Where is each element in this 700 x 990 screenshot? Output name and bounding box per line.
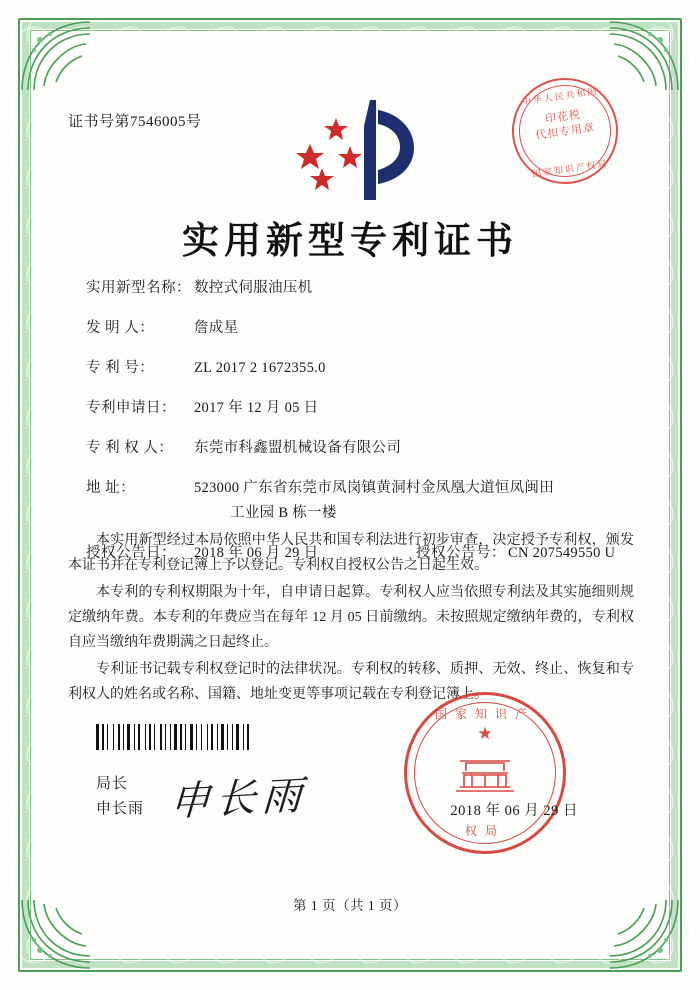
handwritten-signature: 申长雨 xyxy=(168,772,309,826)
field-row-application-date xyxy=(86,398,634,418)
barcode-bar xyxy=(245,724,246,750)
signature-block xyxy=(96,772,144,822)
grant-date-label: 授权公告日： xyxy=(86,545,176,561)
barcode-bar xyxy=(131,724,133,750)
barcode-bar xyxy=(225,724,226,750)
barcode-bar xyxy=(127,724,130,750)
barcode-bar xyxy=(160,724,162,750)
seal-center-line-2: 代扣专用章 xyxy=(534,121,596,143)
paragraph-1: 本实用新型经过本局依照中华人民共和国专利法进行初步审查，决定授予专利权，颁发本证书并在专利登记簿上予以登记。专利权自授权公告之日起生效。 xyxy=(68,533,634,573)
barcode-bar xyxy=(145,724,146,750)
barcode-bar xyxy=(118,724,120,750)
barcode-bar xyxy=(147,724,148,750)
barcode-bar xyxy=(102,724,104,750)
barcode xyxy=(96,724,286,750)
barcode-bar xyxy=(167,724,169,750)
barcode-bar xyxy=(219,724,220,750)
barcode-bar xyxy=(227,724,228,750)
field-label-text: 发 明 人 xyxy=(86,320,140,336)
grant-number-label-text: 授权公告号 xyxy=(416,545,491,561)
field-label-text: 实用新型名称 xyxy=(86,280,176,296)
barcode-bar xyxy=(247,724,249,750)
field-value: 东莞市科鑫盟机械设备有限公司 xyxy=(194,440,402,456)
seal-main-text-bottom: 权局 xyxy=(464,824,505,838)
field-value: 数控式伺服油压机 xyxy=(194,280,313,296)
address-line-1: 523000 广东省东莞市凤岗镇黄洞村金凤凰大道恒凤闽田 xyxy=(194,480,555,496)
field-row-utility-model-name xyxy=(86,278,634,298)
barcode-bar xyxy=(201,724,202,750)
barcode-bar xyxy=(96,724,99,750)
barcode-bar xyxy=(134,724,135,750)
field-label: 专利申请日： xyxy=(86,400,176,416)
barcode-bar xyxy=(141,724,144,750)
field-label-text: 专利申请日 xyxy=(86,400,161,416)
barcode-bar xyxy=(250,724,251,750)
barcode-bar xyxy=(232,724,233,750)
barcode-bar xyxy=(156,724,159,750)
barcode-bar xyxy=(115,724,117,750)
field-value: 詹成星 xyxy=(194,320,239,336)
field-label-text: 地 址 xyxy=(86,480,121,496)
field-row-patentee xyxy=(86,438,634,458)
tiananmen-icon xyxy=(452,751,518,795)
seal-center-line-1: 印花税 xyxy=(544,108,582,126)
barcode-bar xyxy=(107,724,108,750)
field-label: 专 利 权 人： xyxy=(86,440,174,456)
barcode-bar xyxy=(125,724,126,750)
barcode-bar xyxy=(217,724,218,750)
grant-date-label-text: 授权公告日 xyxy=(86,545,161,561)
barcode-bar xyxy=(163,724,164,750)
barcode-bar xyxy=(172,724,173,750)
barcode-bar xyxy=(180,724,182,750)
barcode-bar xyxy=(138,724,140,750)
barcode-bar xyxy=(194,724,195,750)
national-office-seal xyxy=(404,692,566,854)
barcode-bar xyxy=(100,724,101,750)
grant-number-label: 授权公告号： xyxy=(416,545,506,561)
barcode-bar xyxy=(198,724,200,750)
grant-date-value: 2018 年 06 月 29 日 xyxy=(194,545,319,561)
barcode-bar xyxy=(170,724,171,750)
barcode-bar xyxy=(174,724,177,750)
field-label: 实用新型名称： xyxy=(86,280,191,296)
barcode-bar xyxy=(209,724,210,750)
barcode-bar xyxy=(214,724,216,750)
barcode-bar xyxy=(136,724,137,750)
seal-date: 2018 年 06 月 29 日 xyxy=(450,803,578,819)
barcode-bar xyxy=(178,724,179,750)
paragraph-3: 专利证书记载专利权登记时的法律状况。专利权的转移、质押、无效、终止、恢复和专利权人的姓名或名称、国籍、地址变更等事项记载在专利登记簿上。 xyxy=(68,662,634,702)
barcode-bar xyxy=(207,724,208,750)
certificate-content xyxy=(60,58,640,932)
barcode-bar xyxy=(187,724,189,750)
field-label: 地 址： xyxy=(86,480,136,496)
field-row-patent-number xyxy=(86,358,634,378)
director-name: 申长雨 xyxy=(96,801,145,817)
barcode-bar xyxy=(123,724,124,750)
seal-main-text-top: 国家知识产 xyxy=(434,707,535,721)
barcode-bar xyxy=(109,724,112,750)
barcode-bar xyxy=(190,724,193,750)
address-line-2: 工业园 B 栋一楼 xyxy=(230,505,337,521)
barcode-bar xyxy=(149,724,151,750)
certificate-number: 证书号第7546005号 xyxy=(68,114,202,130)
field-row-inventor xyxy=(86,318,634,338)
page-footer: 第 1 页（共 1 页） xyxy=(293,898,407,913)
barcode-bar xyxy=(183,724,184,750)
barcode-bar xyxy=(152,724,153,750)
barcode-bar xyxy=(185,724,186,750)
seal-arc-top: 中华人民共和国 xyxy=(521,86,599,107)
barcode-bar xyxy=(165,724,166,750)
director-title: 局长 xyxy=(96,776,129,792)
barcode-bar xyxy=(240,724,242,750)
tax-stamp-seal xyxy=(505,71,625,191)
barcode-bar xyxy=(203,724,206,750)
page-title: 实用新型专利证书 xyxy=(182,221,518,262)
field-value: ZL 2017 2 1672355.0 xyxy=(194,360,326,376)
barcode-bar xyxy=(113,724,114,750)
field-row-address xyxy=(86,478,634,523)
barcode-bar xyxy=(234,724,235,750)
barcode-bar xyxy=(221,724,224,750)
field-value: 2017 年 12 月 05 日 xyxy=(194,400,319,416)
barcode-bar xyxy=(229,724,231,750)
barcode-bar xyxy=(211,724,213,750)
field-label: 专 利 号： xyxy=(86,360,155,376)
legal-text xyxy=(68,528,634,709)
barcode-bar xyxy=(196,724,197,750)
barcode-bar xyxy=(236,724,239,750)
cnipa-logo-icon xyxy=(292,96,422,208)
field-label-text: 专 利 号 xyxy=(86,360,140,376)
paragraph-2: 本专利的专利权期限为十年，自申请日起算。专利权人应当依照专利法及其实施细则规定缴纳年费。本专利的年费应当在每年 12 月 05 日前缴纳。未按照规定缴纳年费的，专利权自应当缴纳年费期满之日起终止。 xyxy=(68,585,634,650)
seal-star-icon: ★ xyxy=(477,724,493,743)
field-label: 发 明 人： xyxy=(86,320,155,336)
field-label-text: 专 利 权 人 xyxy=(86,440,159,456)
barcode-bar xyxy=(243,724,244,750)
barcode-bar xyxy=(105,724,106,750)
grant-number-value: CN 207549550 U xyxy=(508,545,616,561)
barcode-bar xyxy=(121,724,122,750)
seal-arc-bottom: 国家知识产权局 xyxy=(531,158,610,179)
barcode-bar xyxy=(154,724,155,750)
field-value xyxy=(194,478,634,523)
